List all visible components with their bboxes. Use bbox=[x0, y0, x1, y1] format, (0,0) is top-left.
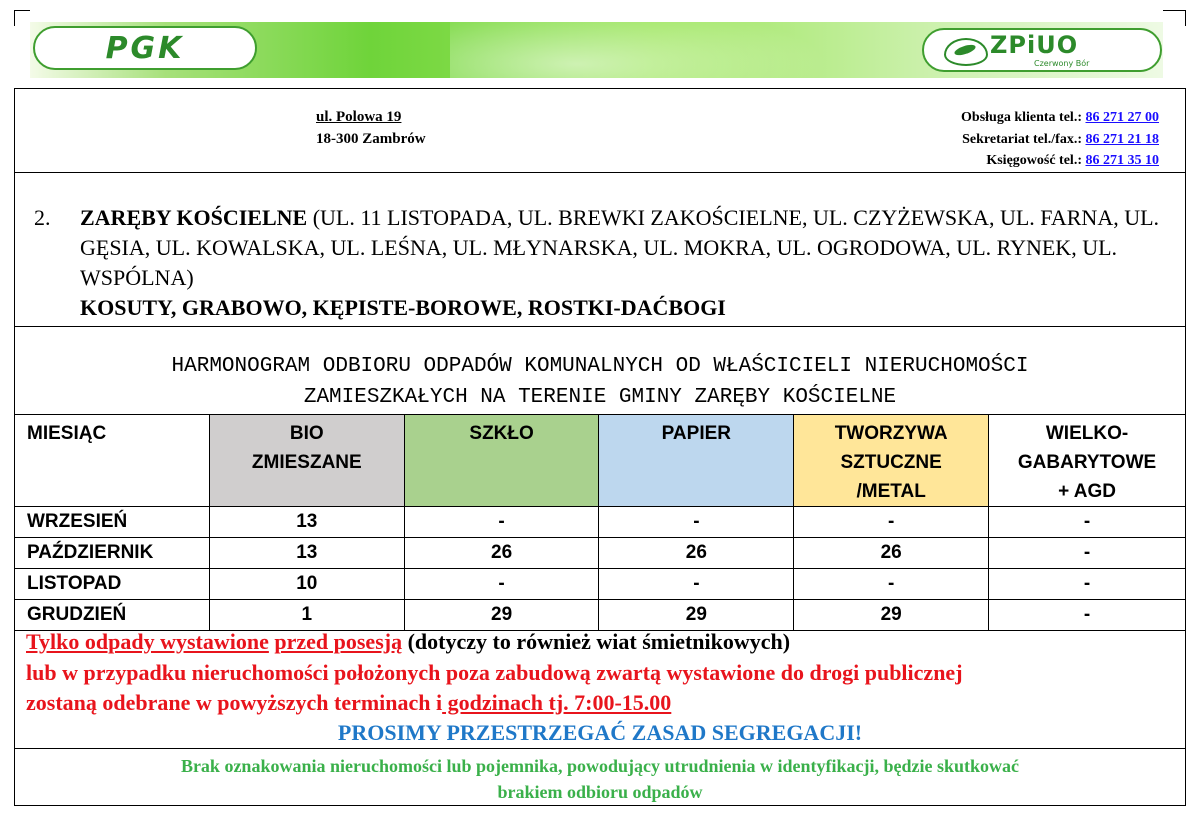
zpiuo-logo-subtext: Czerwony Bór bbox=[1034, 59, 1090, 68]
cell-value: - bbox=[404, 507, 599, 538]
cell-value: - bbox=[989, 569, 1186, 600]
table-row bbox=[15, 538, 1186, 569]
address-city: 18-300 Zambrów bbox=[316, 131, 426, 147]
phone-link[interactable]: 86 271 27 00 bbox=[1085, 110, 1159, 125]
cell-month: WRZESIEŃ bbox=[15, 507, 210, 538]
corner-mark-right-h bbox=[1163, 10, 1185, 11]
cell-value: - bbox=[989, 600, 1186, 631]
divider bbox=[14, 326, 1186, 327]
notice-line3: zostaną odebrane w powyższych terminach i godzinach tj. 7:00-15.00 bbox=[26, 690, 672, 715]
table-row bbox=[15, 507, 1186, 538]
contact-customer-service bbox=[961, 110, 1159, 126]
divider bbox=[14, 748, 1186, 749]
cell-value: 26 bbox=[404, 538, 599, 569]
segregation-appeal: PROSIMY PRZESTRZEGAĆ ZASAD SEGREGACJI! bbox=[337, 720, 863, 745]
location-body bbox=[80, 203, 1160, 323]
cell-value: 1 bbox=[209, 600, 404, 631]
cell-value: - bbox=[599, 507, 794, 538]
contact-accounting bbox=[986, 153, 1159, 169]
col-header-paper: PAPIER bbox=[599, 415, 794, 507]
schedule-table bbox=[14, 414, 1186, 631]
header-banner bbox=[30, 22, 1163, 78]
zpiuo-logo bbox=[922, 28, 1162, 72]
footer-warning-line1: Brak oznakowania nieruchomości lub pojemnika, powodujący utrudnienia w identyfikacji, będzie skutkować bbox=[180, 756, 1020, 776]
location-villages: KOSUTY, GRABOWO, KĘPISTE-BOROWE, ROSTKI-DAĆBOGI bbox=[80, 295, 726, 320]
cell-value: 29 bbox=[794, 600, 989, 631]
cell-value: 13 bbox=[209, 538, 404, 569]
cell-value: 29 bbox=[599, 600, 794, 631]
corner-mark-right bbox=[1185, 10, 1186, 26]
corner-mark-left-h bbox=[14, 10, 30, 11]
zpiuo-logo-text: ZPiUO bbox=[990, 31, 1079, 59]
cell-month: GRUDZIEŃ bbox=[15, 600, 210, 631]
corner-mark-left bbox=[14, 10, 15, 26]
cell-value: - bbox=[794, 507, 989, 538]
leaf-icon bbox=[944, 38, 988, 66]
table-row bbox=[15, 600, 1186, 631]
pgk-logo-text: PGK bbox=[105, 31, 185, 66]
location-name: ZARĘBY KOŚCIELNE bbox=[80, 205, 308, 230]
col-header-glass: SZKŁO bbox=[404, 415, 599, 507]
notice-line1 bbox=[14, 627, 1186, 657]
cell-value: - bbox=[794, 569, 989, 600]
table-header-row bbox=[15, 415, 1186, 507]
footer-warning-line2: brakiem odbioru odpadów bbox=[497, 782, 703, 802]
cell-value: - bbox=[404, 569, 599, 600]
schedule-title-line1: HARMONOGRAM ODBIORU ODPADÓW KOMUNALNYCH OD WŁAŚCICIELI NIERUCHOMOŚCI bbox=[171, 355, 1029, 378]
table-row bbox=[15, 569, 1186, 600]
col-header-month: MIESIĄC bbox=[15, 415, 210, 507]
cell-value: 13 bbox=[209, 507, 404, 538]
cell-month: LISTOPAD bbox=[15, 569, 210, 600]
notice-emphasis-2: przed posesją bbox=[274, 629, 403, 654]
cell-value: - bbox=[989, 507, 1186, 538]
banner-recycle-sweep bbox=[450, 22, 870, 78]
cell-value: 10 bbox=[209, 569, 404, 600]
notice-line2: lub w przypadku nieruchomości położonych poza zabudową zwartą wystawione do drogi publicznej bbox=[26, 660, 963, 685]
schedule-title-line2: ZAMIESZKAŁYCH NA TERENIE GMINY ZARĘBY KOŚCIELNE bbox=[303, 386, 897, 409]
phone-link[interactable]: 86 271 35 10 bbox=[1085, 153, 1159, 168]
divider bbox=[14, 172, 1186, 173]
cell-value: 29 bbox=[404, 600, 599, 631]
cell-value: 26 bbox=[794, 538, 989, 569]
contact-secretariat bbox=[962, 132, 1159, 148]
contact-label: Księgowość tel.: bbox=[986, 153, 1086, 168]
location-number: 2. bbox=[34, 205, 51, 230]
contact-label: Sekretariat tel./fax.: bbox=[962, 132, 1086, 147]
notice-hours: godzinach tj. 7:00-15.00 bbox=[442, 690, 672, 715]
contact-label: Obsługa klienta tel.: bbox=[961, 110, 1086, 125]
phone-link[interactable]: 86 271 21 18 bbox=[1085, 132, 1159, 147]
col-header-bio-mixed: BIO ZMIESZANE bbox=[209, 415, 404, 507]
notice-note: (dotyczy to również wiat śmietnikowych) bbox=[402, 629, 791, 654]
pgk-logo bbox=[33, 26, 257, 70]
cell-value: 26 bbox=[599, 538, 794, 569]
location-streets: (UL. 11 LISTOPADA, UL. BREWKI ZAKOŚCIELNE, UL. CZYŻEWSKA, UL. FARNA, UL. GĘSIA, UL. KOWALSKA, UL. LEŚNA, UL. MŁYNARSKA, UL. MOKRA, UL. OGRODOWA, UL. RYNEK, UL. WSPÓLNA) bbox=[80, 205, 1160, 290]
notice-emphasis-1: Tylko odpady wystawione bbox=[26, 629, 269, 654]
col-header-bulky-waste: WIELKO- GABARYTOWE + AGD bbox=[989, 415, 1186, 507]
col-header-plastics-metal: TWORZYWA SZTUCZNE /METAL bbox=[794, 415, 989, 507]
cell-value: - bbox=[989, 538, 1186, 569]
address-street: ul. Polowa 19 bbox=[316, 109, 402, 125]
cell-month: PAŹDZIERNIK bbox=[15, 538, 210, 569]
cell-value: - bbox=[599, 569, 794, 600]
